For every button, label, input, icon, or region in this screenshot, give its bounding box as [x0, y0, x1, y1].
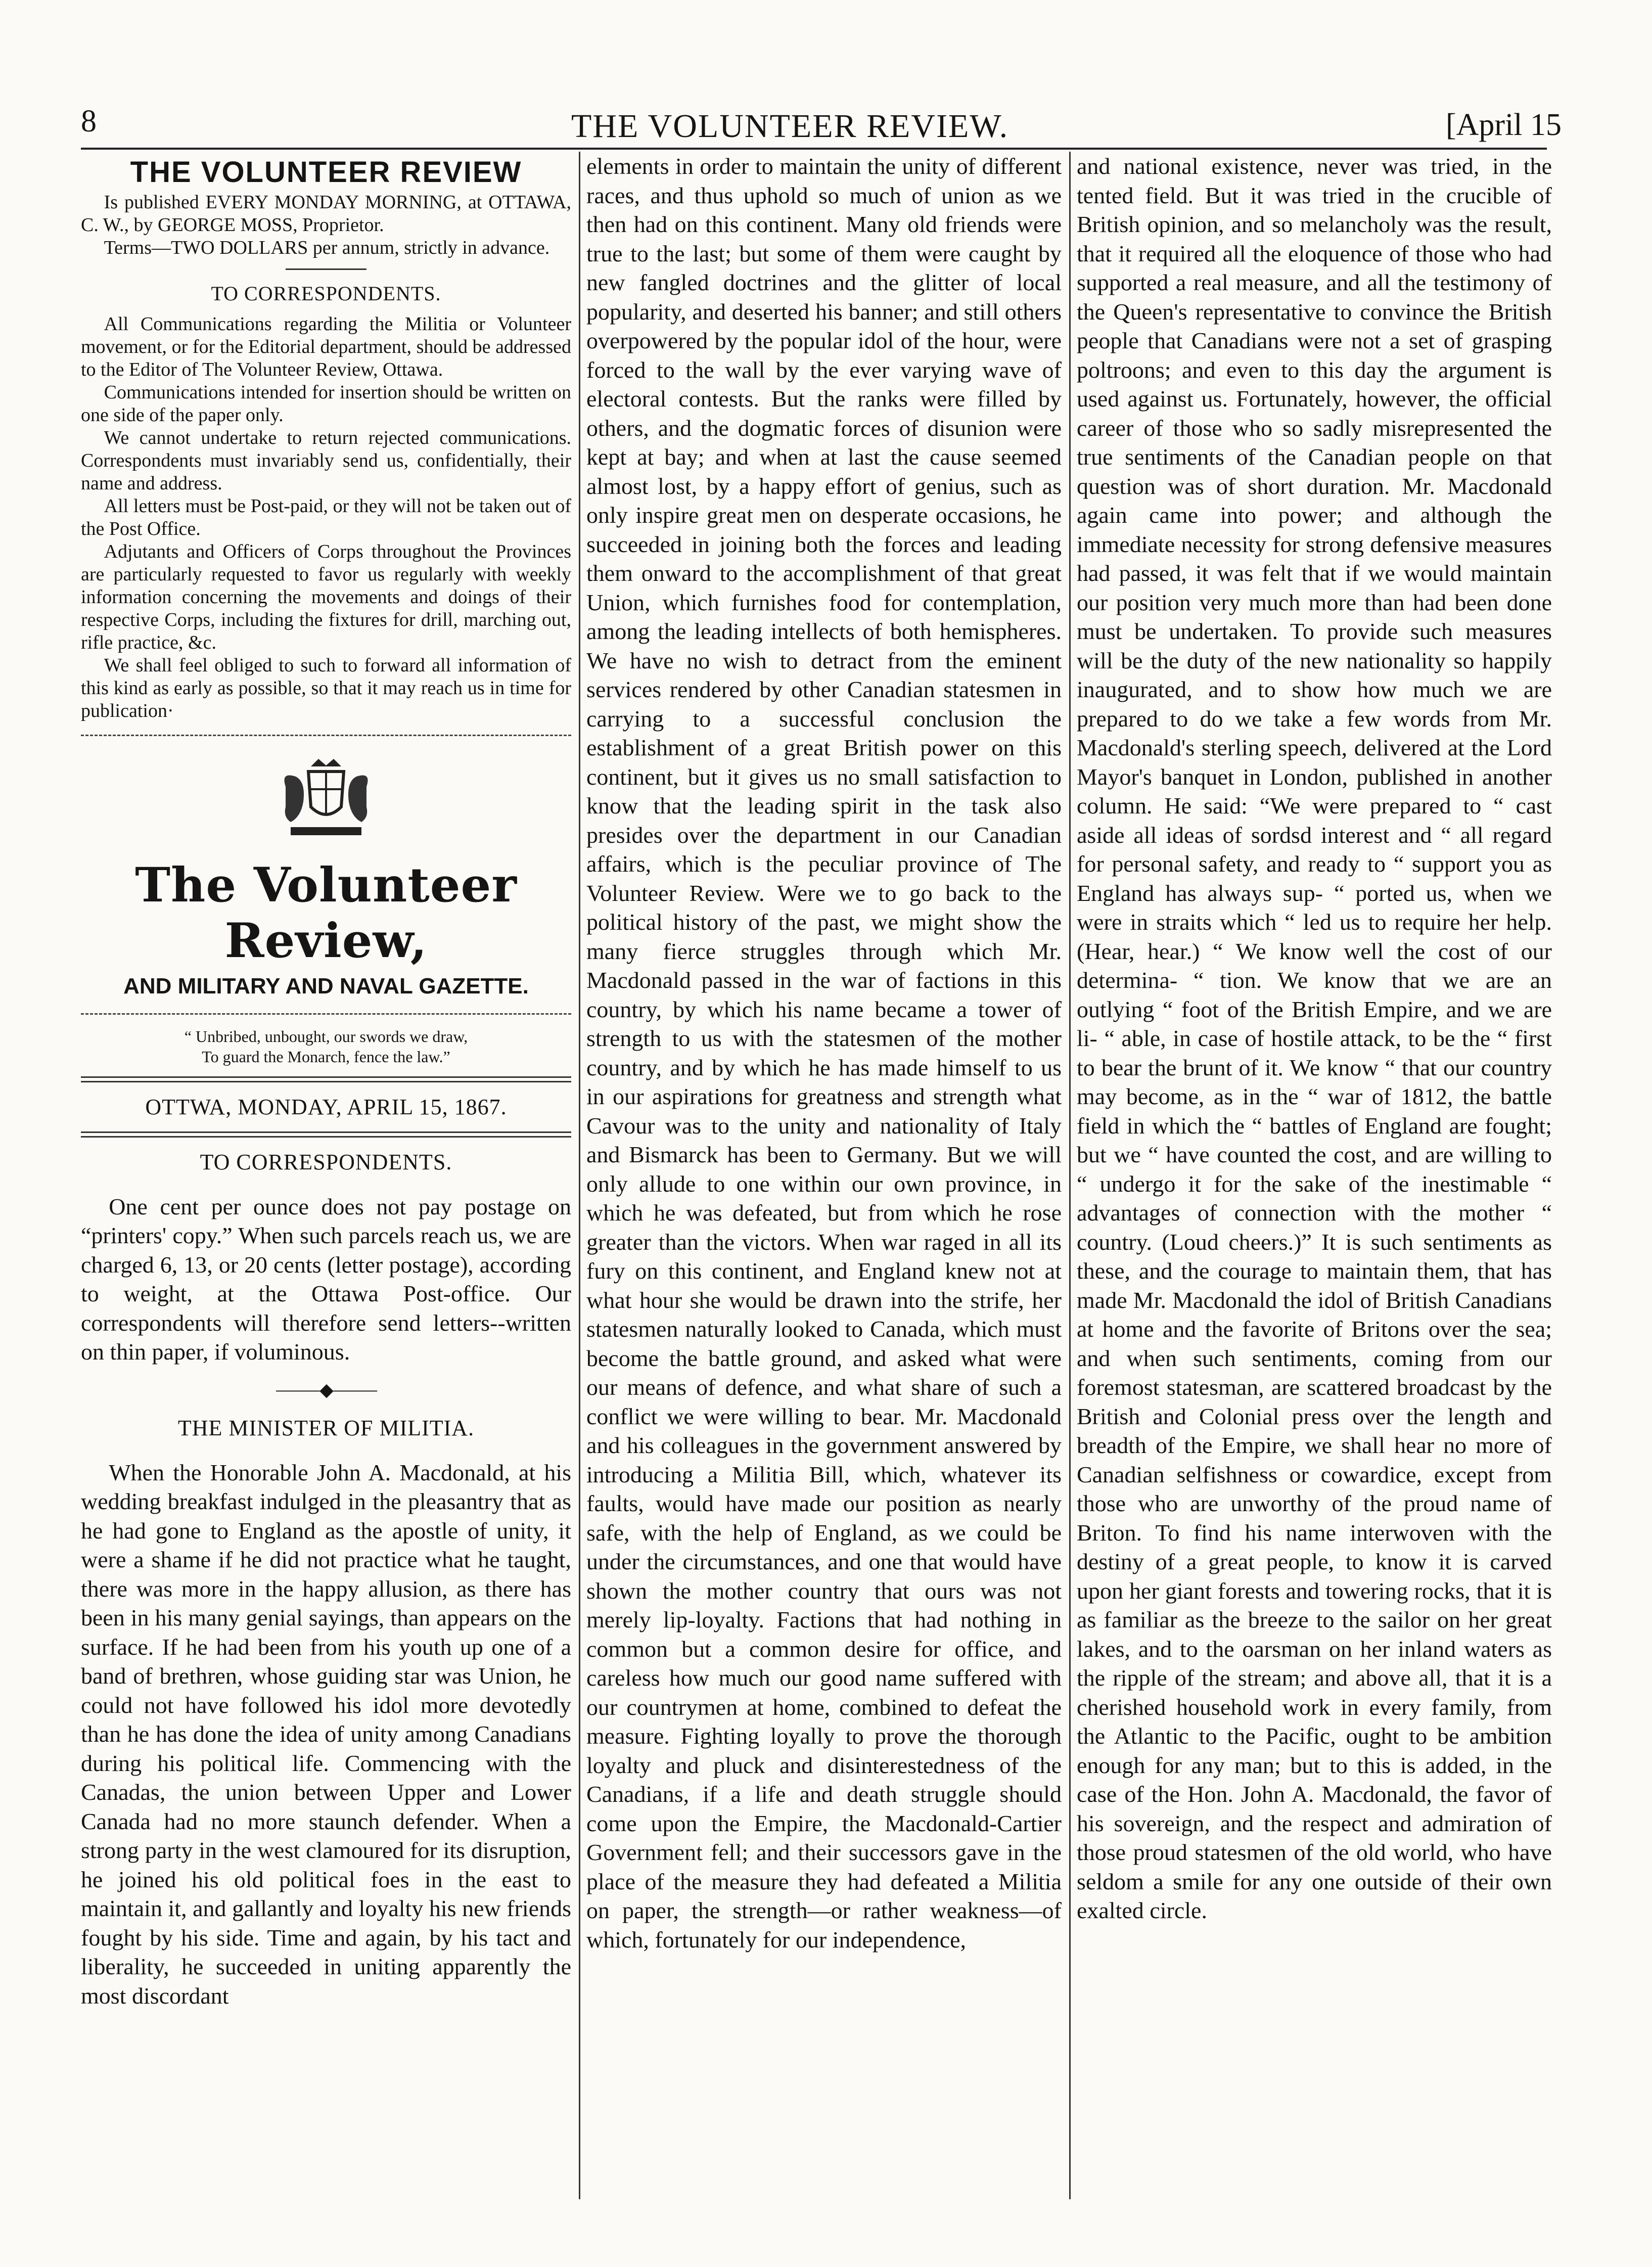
column-1	[81, 152, 571, 2010]
page-number: 8	[81, 104, 97, 139]
column-divider	[1069, 152, 1071, 2199]
postage-body: One cent per ounce does not pay postage on “printers' copy.” When such parcels reach us, we are charged 6, 13, or 20 cents (letter postage), according to weight, at the Ottawa Post-office. Our correspondents will therefore send letters--written on thin paper, if voluminous.	[81, 1193, 571, 1365]
article-body: and national existence, never was tried, in the tented field. But it was tried in the crucible of British opinion, and so melancholy was the result, that it required all the eloquence of those who had supported a real measure, and all the testimony of the Queen's representative to convince the British people that Canadians were not a set of grasping poltroons; and even to this day the argument is used against us. Fortunately, however, the official career of those who so sadly misrepresented the true sentiments of the Canadian people on that question was of short duration. Mr. Macdonald again came into power; and although the immediate necessity for strong defensive measures had passed, it was felt that if we would maintain our position very much more than had been done must be undertaken. To provide such measures will be the duty of the new nationality so happily inaugurated, and to show how much we are prepared to do we take a few words from Mr. Macdonald's sterling speech, delivered at the Lord Mayor's banquet in London, published in another column. He said: “We were prepared to “ cast aside all ideas of sordsd interest and “ all regard for personal safety, and ready to “ support you as England has always sup- “ ported us, when we were in straits which “ led us to require her help. (Hear, hear.) “ We know well the cost of our determina- “ tion. We know that we are an outlying “ foot of the British Empire, and we are li- “ able, in case of hostile attack, to be the “ first to bear the brunt of it. We know “ that our country may become, as in the “ war of 1812, the battle field in which the “ battles of England are fought; but we “ have counted the cost, and are willing to “ undergo it for the sake of the inestimable “ advantages of connection with the mother “ country. (Loud cheers.)” It is such sentiments as these, and the courage to maintain them, that has made Mr. Macdonald the idol of British Canadians at home and the favorite of Britons over the sea; and when such sentiments, coming from our foremost statesman, are scattered broadcast by the British and Colonial press over the length and breadth of the Empire, we shall hear no more of Canadian selfishness or cowardice, except from those who are unworthy of the proud name of Briton. To find his name interwoven with the destiny of a great people, to know it is carved upon her giant forests and towering rocks, that it is as familiar as the breeze to the sailor on her great lakes, and to the oarsman on her inland waters as the ripple of the stream; and above all, that it is a cherished household work in every family, from the Atlantic to the Pacific, ought to be ambition enough for any man; but to this is added, in the case of the Hon. John A. Macdonald, the favor of his sovereign, and the respect and admiration of those proud statesmen of the old world, who have seldom a smile for any one outside of their own exalted circle.	[1077, 153, 1552, 1923]
nameplate-title: The Volunteer Review,	[135, 857, 517, 969]
notice-paragraph: Communications intended for insertion should be written on one side of the paper only.	[81, 382, 571, 426]
royal-coat-of-arms-icon	[81, 756, 571, 842]
notice-paragraph: All letters must be Post-paid, or they will not be taken out of the Post Office.	[81, 495, 571, 539]
column-2	[586, 152, 1062, 1954]
notice-paragraph: We shall feel obliged to such to forward all information of this kind as early as possible, so that it may reach us in time for publication·	[81, 655, 571, 721]
motto-line: To guard the Monarch, fence the law.”	[202, 1047, 450, 1066]
correspondents-heading: TO CORRESPONDENTS.	[211, 282, 441, 305]
column-divider	[579, 152, 580, 2199]
column-3	[1077, 152, 1552, 1925]
header-rule	[81, 148, 1547, 150]
article-heading: THE MINISTER OF MILITIA.	[177, 1416, 475, 1440]
issue-date: [April 15	[1446, 108, 1562, 142]
postage-heading: TO CORRESPONDENTS.	[200, 1150, 452, 1174]
motto-line: “ Unbribed, unbought, our swords we draw,	[184, 1027, 468, 1046]
divider	[286, 268, 366, 270]
dateline: OTTWA, MONDAY, APRIL 15, 1867.	[145, 1094, 507, 1119]
masthead-title: THE VOLUNTEER REVIEW	[130, 156, 522, 189]
divider	[81, 1131, 571, 1138]
article-body: When the Honorable John A. Macdonald, at his wedding breakfast indulged in the pleasantry that as he had gone to England as the apostle of unity, it were a shame if he did not practice what he taught, there was more in the happy allusion, as there has been in his many genial sayings, than appears on the surface. If he had been from his youth up one of a band of brethren, whose guiding star was Union, he could not have followed his idol more devotedly than he has done the idea of unity among Canadians during his political life. Commencing with the Canadas, the union between Upper and Lower Canada had no more staunch defender. When a strong party in the west clamoured for its disruption, he joined his old political foes in the east to maintain it, and gallantly and loyalty his new friends fought by his side. Time and again, by his tact and liberality, he succeeded in uniting apparently the most discordant	[81, 1459, 571, 2009]
divider	[81, 1013, 571, 1015]
divider	[81, 735, 571, 736]
notice-paragraph: All Communications regarding the Militia or Volunteer movement, or for the Editorial department, should be addressed to the Editor of The Volunteer Review, Ottawa.	[81, 313, 571, 380]
notice-paragraph: We cannot undertake to return rejected communications. Correspondents must invariably send us, confidentially, their name and address.	[81, 427, 571, 494]
divider	[81, 1076, 571, 1082]
article-body: elements in order to maintain the unity of different races, and thus uphold so much of union as we then had on this continent. Many old friends were true to the last; but some of them were caught by new fangled doctrines and the glitter of local popularity, and deserted his banner; and still others overpowered by the popular idol of the hour, were forced to the wall by the ever varying wave of electoral contests. But the ranks were filled by others, and the dogmatic forces of disunion were kept at bay; and when at last the cause seemed almost lost, by a happy effort of genius, such as only inspire great men on desperate occasions, he succeeded in joining both the forces and leading them onward to the accomplishment of that great Union, which furnishes food for contemplation, among the leading intellects of both hemispheres. We have no wish to detract from the eminent services rendered by other Canadian statesmen in carrying to a successful conclusion the establishment of a great British power on this continent, but it gives us no small satisfaction to know that the leading spirit in the task also presides over the department in our Canadian affairs, which is the peculiar province of The Volunteer Review. Were we to go back to the political history of the past, we might show the many fierce struggles through which Mr. Macdonald passed in the war of factions in this country, by which his name became a tower of strength to us with the statesmen of the mother country, and by which he has made himself to us in our aspirations for greatness and strength what Cavour was to the unity and nationality of Italy and Bismarck has been to Germany. But we will only allude to one within our own province, in which he was defeated, but from which he rose greater than the victors. When war raged in all its fury on this continent, and England knew not at what hour she would be drawn into the strife, her statesmen naturally looked to Canada, which must become the battle ground, and asked what were our means of defence, and what share of such a conflict we were willing to bear. Mr. Macdonald and his colleagues in the government answered by introducing a Militia Bill, which, whatever its faults, would have made our position as nearly safe, with the help of England, as we could be under the circumstances, and one that would have shown the mother country that ours was not merely lip-loyalty. Factions that had nothing in common but a common desire for office, and careless how much our good name suffered with our countrymen at home, combined to defeat the measure. Fighting loyally to prove the thorough loyalty and pluck and disinterestedness of the Canadians, if a life and death struggle should come upon the Empire, the Macdonald-Cartier Government fell; and their successors gave in the place of the measure they had defeated a Militia on paper, the strength—or rather weakness—of which, fortunately for our independence,	[586, 153, 1062, 1953]
nameplate-subtitle: AND MILITARY AND NAVAL GAZETTE.	[123, 974, 529, 999]
running-title: THE VOLUNTEER REVIEW.	[571, 108, 1009, 145]
publication-info: Is published EVERY MONDAY MORNING, at OTTAWA, C. W., by GEORGE MOSS, Proprietor.	[81, 191, 571, 236]
notice-paragraph: Adjutants and Officers of Corps throughout the Provinces are particularly requested to favor us regularly with weekly information concerning the movements and doings of their respective Corps, including the fixtures for drill, marching out, rifle practice, &c.	[81, 541, 571, 653]
ornament-divider: ⸻◆⸻	[275, 1379, 377, 1400]
subscription-terms: Terms—TWO DOLLARS per annum, strictly in advance.	[104, 237, 550, 258]
